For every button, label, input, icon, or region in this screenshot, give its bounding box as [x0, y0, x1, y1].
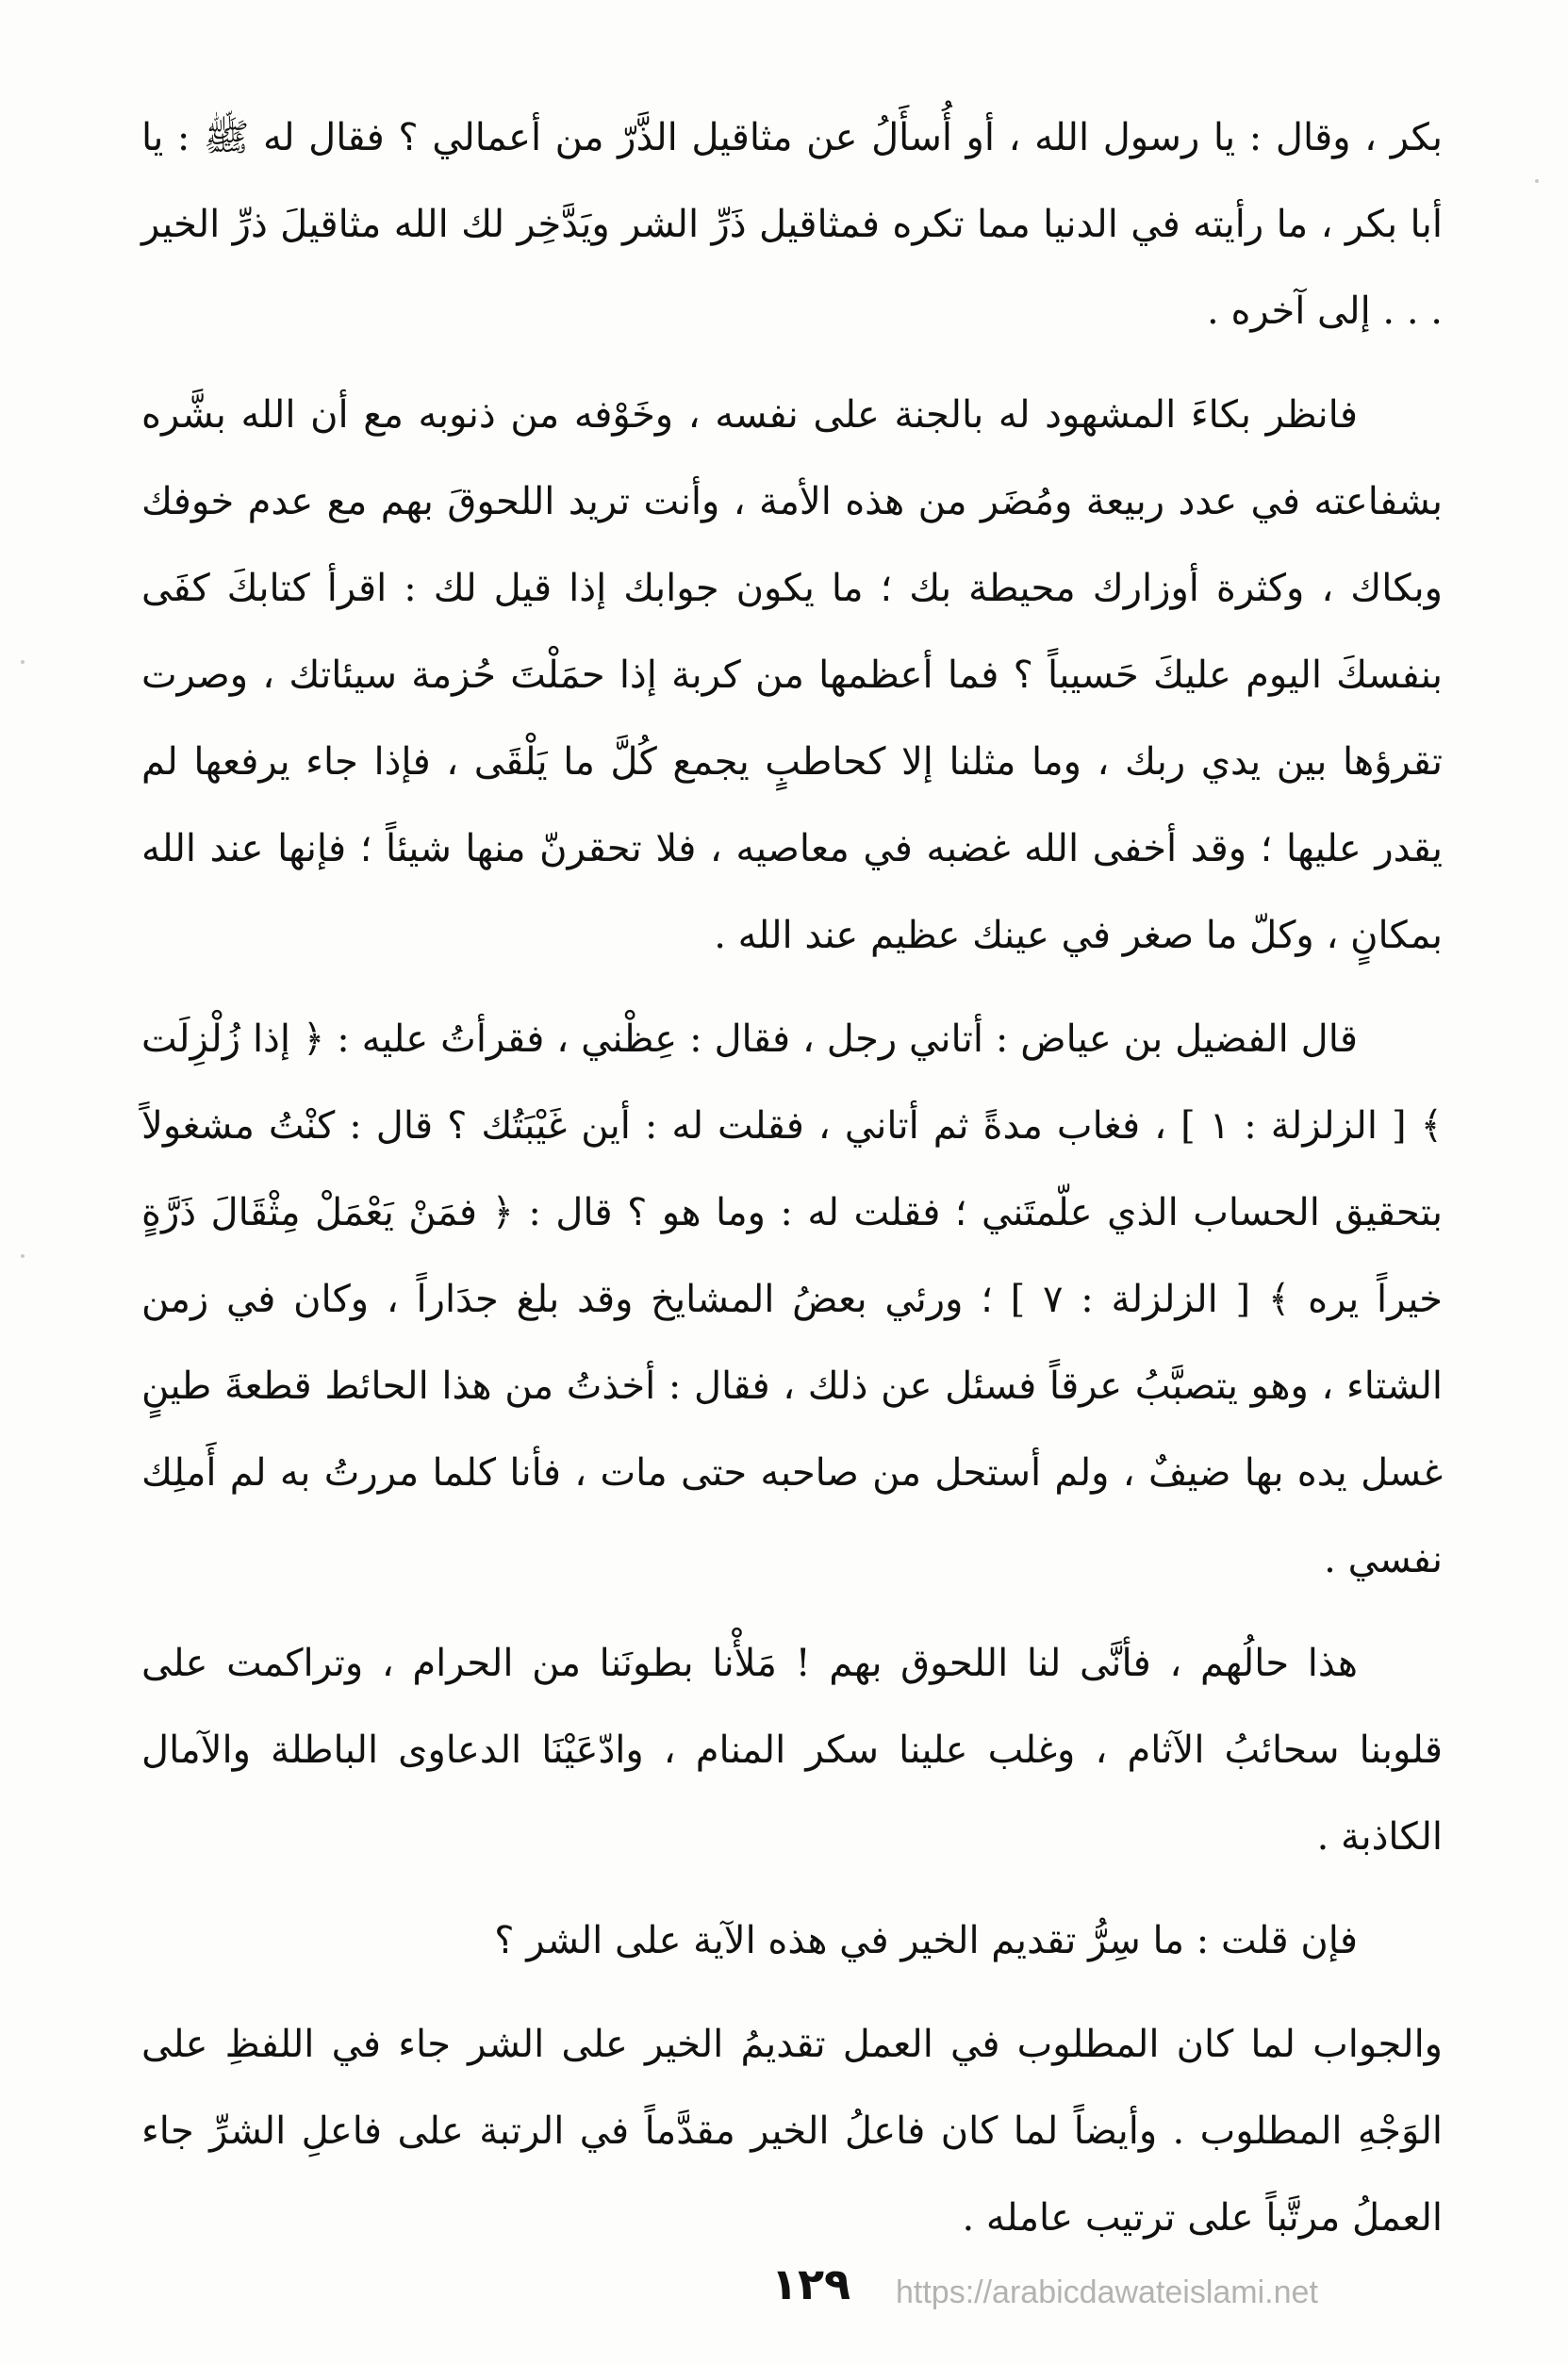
- paragraph-fudayl-story: قال الفضيل بن عياض : أتاني رجل ، فقال : عِظْني ، فقرأتُ عليه : ﴿ إذا زُلْزِلَت ﴾ [ الزلزلة : ١ ] ، فغاب مدةً ثم أتاني ، فقلت له : أين غَيْبَتُك ؟ قال : كنْتُ مشغولاً بتحقيق الحساب الذي علّمتَني ؛ فقلت له : وما هو ؟ قال : ﴿ فمَنْ يَعْمَلْ مِثْقَالَ ذَرَّةٍ خيراً يره ﴾ [ الزلزلة : ٧ ] ؛ ورئي بعضُ المشايخ وقد بلغ جدَاراً ، وكان في زمن الشتاء ، وهو يتصبَّبُ عرقاً فسئل عن ذلك ، فقال : أخذتُ من هذا الحائط قطعةَ طينٍ غسل يده بها ضيفٌ ، ولم أستحل من صاحبه حتى مات ، فأنا كلما مررتُ به لم أَملِك نفسي .: [141, 1017, 1444, 1581]
- paragraph-reflection: فانظر بكاءَ المشهود له بالجنة على نفسه ، وخَوْفه من ذنوبه مع أن الله بشَّره بشفاعته في عدد ربيعة ومُضَر من هذه الأمة ، وأنت تريد اللحوقَ بهم مع عدم خوفك وبكاك ، وكثرة أوزارك محيطة بك ؛ ما يكون جوابك إذا قيل لك : اقرأ كتابكَ كفَى بنفسكَ اليوم عليكَ حَسيباً ؟ فما أعظمها من كربة إذا حمَلْتَ حُزمة سيئاتك ، وصرت تقرؤها بين يدي ربك ، وما مثلنا إلا كحاطبٍ يجمع كُلَّ ما يَلْقَى ، فإذا جاء يرفعها لم يقدر عليها ؛ وقد أخفى الله غضبه في معاصيه ، فلا تحقرنّ منها شيئاً ؛ فإنها عند الله بمكانٍ ، وكلّ ما صغر في عينك عظيم عند الله .: [141, 393, 1443, 957]
- scan-speck: [21, 660, 25, 664]
- scan-speck: [21, 1254, 25, 1258]
- watermark-url: https://arabicdawateislami.net: [896, 2274, 1318, 2310]
- paragraph-their-state: هذا حالُهم ، فأنَّى لنا اللحوق بهم ! مَلأْنا بطونَنا من الحرام ، وتراكمت على قلوبنا سحائبُ الآثام ، وغلب علينا سكر المنام ، وادّعَيْنَا الدعاوى الباطلة والآمال الكاذبة .: [141, 1642, 1443, 1859]
- paragraph-question: فإن قلت : ما سِرُّ تقديم الخير في هذه الآية على الشر ؟: [494, 1919, 1358, 1962]
- paragraph-hadith-continuation: بكر ، وقال : يا رسول الله ، أو أُسأَلُ عن مثاقيل الذَّرّ من أعمالي ؟ فقال له ﷺ : يا أبا بكر ، ما رأيته في الدنيا مما تكره فمثاقيل ذَرِّ الشر ويَدَّخِر لك الله مثاقيلَ ذرِّ الخير . . . إلى آخره .: [141, 116, 1443, 333]
- page-number: ١٢٩: [770, 2258, 851, 2309]
- paragraph-answer: والجواب لما كان المطلوب في العمل تقديمُ الخير على الشر جاء في اللفظِ على الوَجْهِ المطلوب . وأيضاً لما كان فاعلُ الخير مقدَّماً في الرتبة على فاعلِ الشرِّ جاء العملُ مرتَّباً على ترتيب عامله .: [141, 2023, 1443, 2240]
- scan-speck: [1535, 179, 1539, 183]
- body-text: [141, 94, 1443, 2278]
